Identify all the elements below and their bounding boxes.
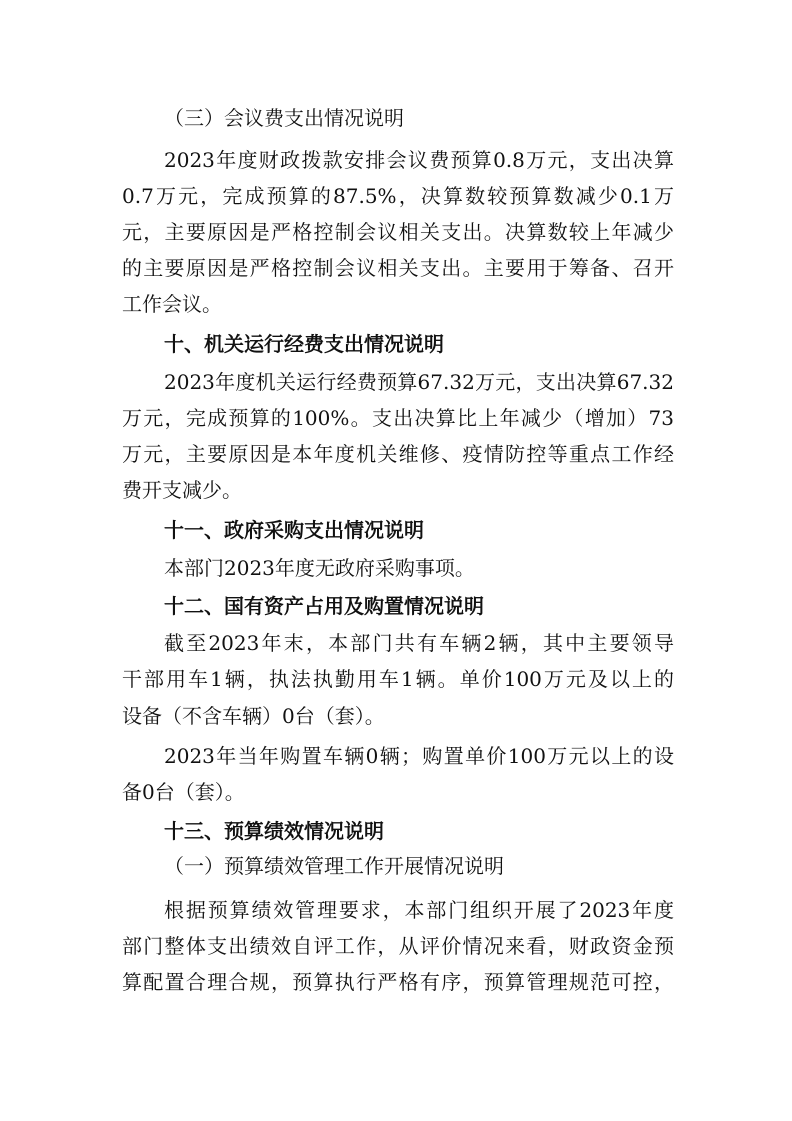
section-heading-meeting-expense: （三）会议费支出情况说明 [164, 106, 404, 130]
paragraph-line: 0.7万元，完成预算的87.5%，决算数较预算数减少0.1万 [122, 184, 674, 208]
paragraph-line: 2023年度财政拨款安排会议费预算0.8万元，支出决算 [164, 148, 674, 172]
paragraph-line: 干部用车1辆，执法执勤用车1辆。单价100万元及以上的 [122, 667, 674, 691]
paragraph-line: 备0台（套）。 [122, 780, 245, 804]
paragraph-line: 算配置合理合规，预算执行严格有序，预算管理规范可控， [122, 970, 674, 994]
paragraph-line: 本部门2023年度无政府采购事项。 [164, 556, 475, 580]
paragraph-line: 的主要原因是严格控制会议相关支出。主要用于筹备、召开 [122, 256, 674, 280]
section-heading-procurement: 十一、政府采购支出情况说明 [164, 518, 424, 542]
paragraph-line: 2023年度机关运行经费预算67.32万元，支出决算67.32 [164, 370, 674, 394]
paragraph-line: 设备（不含车辆）0台（套）。 [122, 704, 385, 728]
section-heading-budget-performance: 十三、预算绩效情况说明 [164, 819, 384, 843]
paragraph-line: 2023年当年购置车辆0辆；购置单价100万元以上的设 [164, 744, 674, 768]
paragraph-line: 根据预算绩效管理要求，本部门组织开展了2023年度 [164, 898, 674, 922]
paragraph-line: 工作会议。 [122, 292, 222, 316]
paragraph-line: 万元，主要原因是本年度机关维修、疫情防控等重点工作经 [122, 442, 674, 466]
subsection-heading-performance-management: （一）预算绩效管理工作开展情况说明 [164, 854, 504, 878]
paragraph-line: 费开支减少。 [122, 478, 242, 502]
paragraph-line: 部门整体支出绩效自评工作，从评价情况来看，财政资金预 [122, 934, 674, 958]
paragraph-line: 万元，完成预算的100%。支出决算比上年减少（增加）73 [122, 406, 674, 430]
section-heading-state-assets: 十二、国有资产占用及购置情况说明 [164, 594, 484, 618]
section-heading-operation-expense: 十、机关运行经费支出情况说明 [164, 332, 444, 356]
paragraph-line: 截至2023年末，本部门共有车辆2辆，其中主要领导 [164, 631, 674, 655]
paragraph-line: 元，主要原因是严格控制会议相关支出。决算数较上年减少 [122, 220, 674, 244]
